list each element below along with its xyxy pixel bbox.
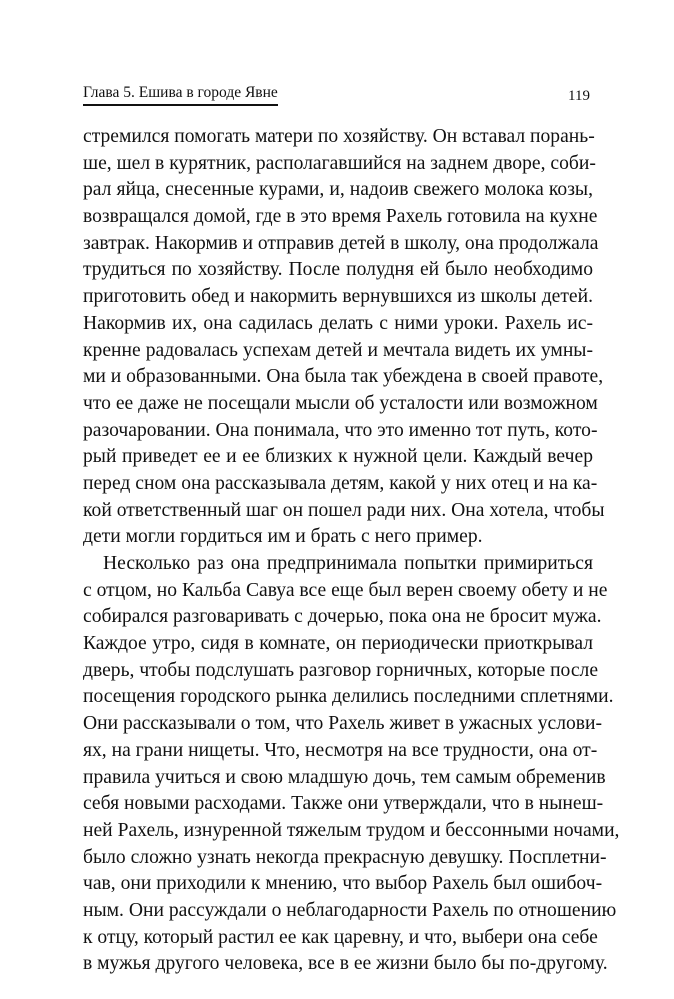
text-line: посещения городского рынка делились последними сплетнями. [83,686,614,708]
text-line: перед сном она рассказывала детям, какой у них отец и на ка- [83,472,598,494]
text-line: ше, шел в курятник, располагавшийся на заднем дворе, соби- [83,152,596,174]
text-line: было сложно узнать некогда прекрасную девушку. Посплетни- [83,846,607,868]
text-line: что ее даже не посещали мысли об усталости или возможном [83,392,598,414]
paragraph [83,124,605,551]
text-line: себя новыми расходами. Также они утверждали, что в нынеш- [83,793,604,815]
text-line: правила учиться и свою младшую дочь, тем самым обременив [83,766,606,788]
text-line: Каждое утро, сидя в комнате, он периодически приоткрывал [83,633,593,655]
text-line: Они рассказывали о том, что Рахель живет в ужасных услови- [83,713,603,735]
text-line: ней Рахель, изнуренной тяжелым трудом и бессонными ночами, [83,819,620,841]
text-line: ми и образованными. Она была так убеждена в своей правоте, [83,366,604,388]
text-line: собирался разговаривать с дочерью, пока она не бросит мужа. [83,606,602,628]
text-line: в мужья другого человека, все в ее жизни было бы по-другому. [83,953,608,975]
text-line: приготовить обед и накормить вернувшихся из школы детей. [83,286,593,308]
chapter-running-head: Глава 5. Ешива в городе Явне [83,84,278,106]
text-line: трудиться по хозяйству. После полудня ей было необходимо [83,259,593,281]
text-line: ным. Они рассуждали о неблагодарности Рахель по отношению [83,899,617,921]
text-line: Накормив их, она садилась делать с ними уроки. Рахель ис- [83,312,593,334]
page-number: 119 [568,88,590,104]
text-line: кой ответственный шаг он пошел ради них. Она хотела, чтобы [83,499,605,521]
text-line: возвращался домой, где в это время Рахель готовила на кухне [83,206,598,228]
text-line: рый приведет ее и ее близких к нужной цели. Каждый вечер [83,446,593,468]
text-line: завтрак. Накормив и отправив детей в школу, она продолжала [83,232,599,254]
text-line: Несколько раз она предпринимала попытки примириться [103,553,593,574]
text-line: с отцом, но Кальба Савуа все еще был верен своему обету и не [83,579,608,601]
text-line: кренне радовалась успехам детей и мечтала видеть их умны- [83,339,593,361]
body-text [83,124,620,978]
text-line: чав, они приходили к мнению, что выбор Рахель был ошибоч- [83,873,603,895]
text-line: рал яйца, снесенные курами, и, надоив свежего молока козы, [83,179,593,201]
text-line: дети могли гордиться им и брать с него пример. [83,526,483,548]
paragraph [83,551,620,978]
text-line: дверь, чтобы подслушать разговор горничных, которые после [83,659,599,681]
text-line: разочаровании. Она понимала, что это именно тот путь, кото- [83,419,598,441]
text-line: стремился помогать матери по хозяйству. Он вставал порань- [83,126,595,147]
text-line: к отцу, который растил ее как царевну, и что, выбери она себе [83,926,598,948]
text-line: ях, на грани нищеты. Что, несмотря на все трудности, она от- [83,739,598,761]
